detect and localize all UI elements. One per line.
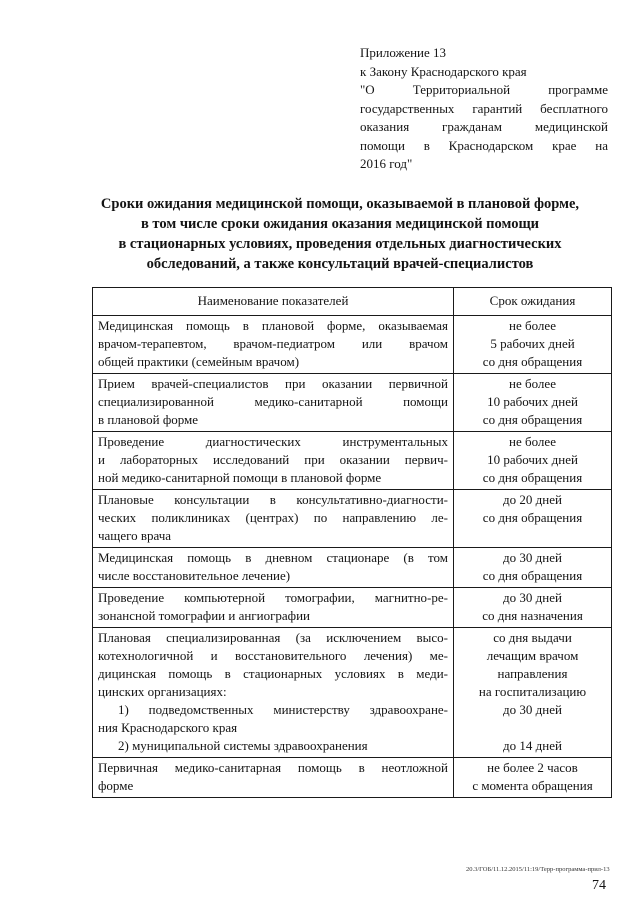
indicator-name-cell: [93, 588, 454, 628]
cell-line: со дня назначения: [482, 608, 583, 623]
cell-line: со дня обращения: [482, 412, 583, 427]
waiting-times-table: [92, 287, 612, 798]
cell-line: форме: [98, 778, 134, 793]
appendix-line: 2016 год": [360, 156, 413, 171]
cell-line: не более 2 часов: [487, 760, 578, 775]
indicator-name-cell: [93, 490, 454, 548]
cell-line: со дня обращения: [482, 510, 583, 525]
cell-line: Плановая специализированная (за исключением высо-: [98, 630, 448, 645]
header-waiting-term: Срок ожидания: [454, 288, 612, 316]
cell-line: котехнологичной и восстановительного лечения) ме-: [98, 648, 448, 663]
cell-line: Плановые консультации в консультативно-диагности-: [98, 492, 448, 507]
waiting-term-cell: [454, 758, 612, 798]
indicator-name-cell: [93, 316, 454, 374]
cell-line: со дня обращения: [482, 354, 583, 369]
waiting-term-cell: [454, 548, 612, 588]
cell-line: Первичная медико-санитарная помощь в неотложной: [98, 760, 448, 775]
document-title: [60, 194, 620, 274]
indicator-name-cell: [93, 758, 454, 798]
cell-line: специализированной медико-санитарной помощи: [98, 394, 448, 409]
cell-line: лечащим врачом: [486, 648, 579, 663]
indicator-name-cell: [93, 432, 454, 490]
appendix-line: помощи в Краснодарском крае на: [360, 137, 608, 153]
cell-line: до 30 дней: [503, 550, 562, 565]
page-number: 74: [592, 878, 606, 893]
table-row: [93, 588, 612, 628]
waiting-term-cell: [454, 432, 612, 490]
table-row: [93, 548, 612, 588]
cell-line: дицинская помощь в стационарных условиях в меди-: [98, 666, 448, 681]
header-indicator-name: Наименование показателей: [93, 288, 454, 316]
cell-line: 1) подведомственных министерству здравоохране-: [118, 702, 448, 717]
appendix-line: Приложение 13: [360, 45, 447, 60]
appendix-line: к Закону Краснодарского края: [360, 63, 527, 79]
cell-line: 5 рабочих дней: [490, 336, 575, 351]
table-row: [93, 758, 612, 798]
waiting-term-cell: [454, 316, 612, 374]
cell-line: чащего врача: [98, 528, 172, 543]
cell-line: 10 рабочих дней: [487, 394, 578, 409]
cell-line: до 14 дней: [503, 738, 562, 753]
cell-line: до 20 дней: [503, 492, 562, 507]
cell-line: ной медико-санитарной помощи в плановой форме: [98, 470, 382, 485]
indicator-name-cell: [93, 548, 454, 588]
cell-line: [459, 719, 606, 737]
cell-line: Медицинская помощь в дневном стационаре (в том: [98, 550, 448, 565]
cell-line: со дня выдачи: [493, 630, 572, 645]
cell-line: со дня обращения: [482, 568, 583, 583]
cell-line: цинских организациях:: [98, 684, 227, 699]
waiting-term-cell: [454, 374, 612, 432]
cell-line: на госпитализацию: [478, 684, 587, 699]
waiting-term-cell: [454, 588, 612, 628]
cell-line: со дня обращения: [482, 470, 583, 485]
cell-line: до 30 дней: [503, 702, 562, 717]
cell-line: Проведение диагностических инструментальных: [98, 434, 448, 449]
cell-line: ческих поликлиниках (центрах) по направлению ле-: [98, 510, 448, 525]
document-code: 20.3/ГОБ/11.12.2015/11:19/Терр-программа-прил-13: [466, 866, 610, 873]
title-line: обследований, а также консультаций врачей-специалистов: [146, 256, 534, 272]
cell-line: не более: [509, 376, 556, 391]
table-header-row: [93, 288, 612, 316]
cell-line: Прием врачей-специалистов при оказании первичной: [98, 376, 448, 391]
appendix-header: [360, 44, 608, 174]
table-row: [93, 316, 612, 374]
cell-line: до 30 дней: [503, 590, 562, 605]
title-line: в том числе сроки ожидания оказания медицинской помощи: [140, 216, 540, 232]
appendix-line: государственных гарантий бесплатного: [360, 100, 608, 116]
table-row: [93, 628, 612, 758]
cell-line: 10 рабочих дней: [487, 452, 578, 467]
title-line: в стационарных условиях, проведения отдельных диагностических: [118, 236, 562, 252]
waiting-term-cell: [454, 628, 612, 758]
indicator-name-cell: [93, 374, 454, 432]
waiting-term-cell: [454, 490, 612, 548]
cell-line: 2) муниципальной системы здравоохранения: [118, 738, 368, 753]
appendix-line: оказания гражданам медицинской: [360, 119, 608, 134]
indicator-name-cell: [93, 628, 454, 758]
table-row: [93, 374, 612, 432]
title-line: Сроки ожидания медицинской помощи, оказываемой в плановой форме,: [100, 196, 580, 212]
cell-line: Медицинская помощь в плановой форме, оказываемая: [98, 318, 448, 333]
cell-line: не более: [509, 318, 556, 333]
cell-line: общей практики (семейным врачом): [98, 354, 300, 369]
appendix-line: "О Территориальной программе: [360, 82, 608, 97]
table-row: [93, 490, 612, 548]
cell-line: с момента обращения: [472, 778, 593, 793]
cell-line: врачом-терапевтом, врачом-педиатром или врачом: [98, 336, 448, 351]
cell-line: направления: [497, 666, 568, 681]
cell-line: числе восстановительное лечение): [98, 568, 291, 583]
cell-line: зонансной томографии и ангиографии: [98, 608, 311, 623]
cell-line: Проведение компьютерной томографии, магнитно-ре-: [98, 590, 448, 605]
table-row: [93, 432, 612, 490]
cell-line: в плановой форме: [98, 412, 199, 427]
cell-line: и лабораторных исследований при оказании первич-: [98, 452, 448, 467]
cell-line: ния Краснодарского края: [98, 720, 238, 735]
cell-line: не более: [509, 434, 556, 449]
